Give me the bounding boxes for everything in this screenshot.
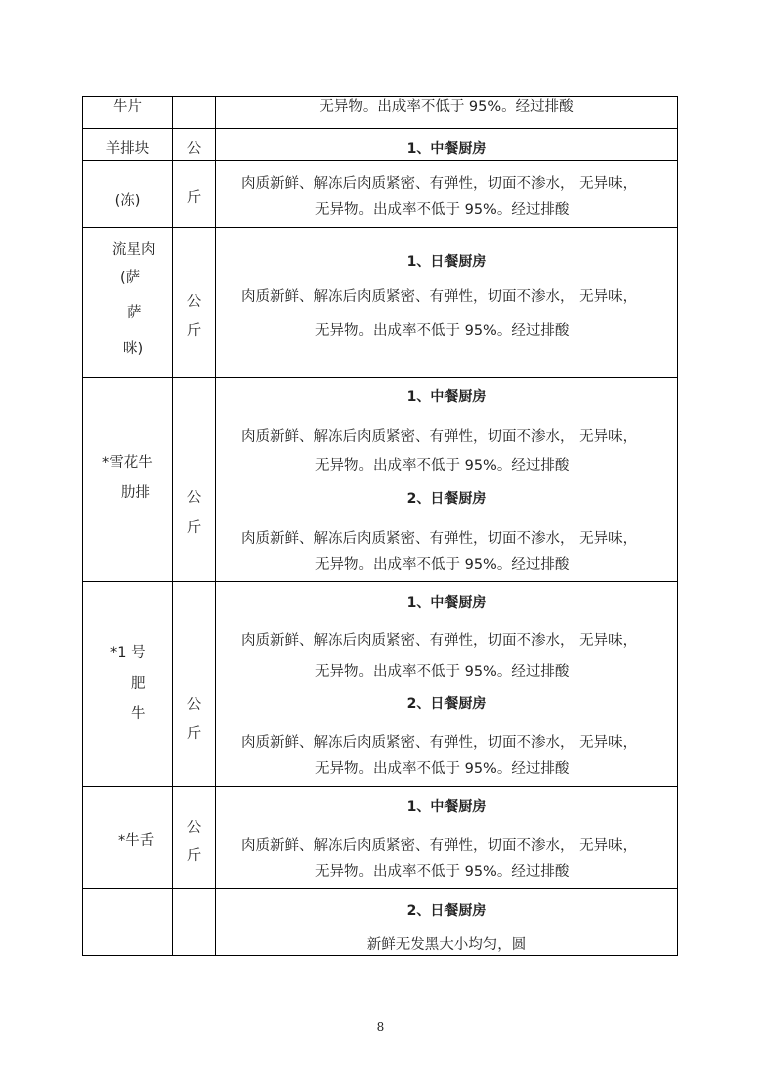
- kitchen-header: 1、中餐厨房: [406, 799, 487, 815]
- spec-text: 肉质新鲜、解冻后肉质紧密、有弹性，切面不渗水， 无异味，: [241, 735, 638, 751]
- item-name: (冻): [114, 193, 141, 209]
- item-name: *牛舌: [118, 833, 155, 849]
- kitchen-header: 2、日餐厨房: [406, 903, 487, 919]
- item-name: 萨: [127, 305, 142, 321]
- unit-text: 斤: [186, 848, 202, 864]
- item-name: 肥: [131, 676, 146, 692]
- kitchen-header: 2、日餐厨房: [406, 696, 487, 712]
- kitchen-header: 1、中餐厨房: [406, 141, 487, 157]
- spec-text: 无异物。出成率不低于 95%。经过排酸: [315, 664, 570, 680]
- item-name: 牛: [131, 706, 146, 722]
- spec-text: 无异物。出成率不低于 95%。经过排酸: [315, 202, 570, 218]
- unit-text: 公: [186, 294, 202, 310]
- spec-text: 肉质新鲜、解冻后肉质紧密、有弹性，切面不渗水， 无异味，: [241, 633, 638, 649]
- kitchen-header: 1、中餐厨房: [406, 389, 487, 405]
- item-name: (萨: [120, 270, 141, 286]
- table-border: [677, 96, 678, 956]
- item-name: 羊排块: [105, 141, 150, 157]
- item-name: 肋排: [121, 485, 150, 501]
- spec-text: 肉质新鲜、解冻后肉质紧密、有弹性，切面不渗水， 无异味，: [241, 289, 638, 305]
- spec-text: 无异物。出成率不低于 95%。经过排酸: [319, 99, 574, 115]
- kitchen-header: 1、中餐厨房: [406, 595, 487, 611]
- unit-text: 斤: [186, 520, 202, 536]
- unit-text: 公: [186, 141, 202, 157]
- spec-text: 无异物。出成率不低于 95%。经过排酸: [315, 761, 570, 777]
- table-border: [215, 96, 216, 956]
- item-name: 牛片: [113, 99, 142, 115]
- spec-text: 无异物。出成率不低于 95%。经过排酸: [315, 864, 570, 880]
- spec-text: 无异物。出成率不低于 95%。经过排酸: [315, 458, 570, 474]
- page-number: 8: [376, 1020, 385, 1034]
- unit-text: 斤: [186, 726, 202, 742]
- unit-text: 公: [186, 697, 202, 713]
- unit-text: 斤: [186, 323, 202, 339]
- spec-text: 肉质新鲜、解冻后肉质紧密、有弹性，切面不渗水， 无异味，: [241, 531, 638, 547]
- table-border: [82, 96, 83, 956]
- spec-text: 肉质新鲜、解冻后肉质紧密、有弹性，切面不渗水， 无异味，: [241, 838, 638, 854]
- item-name: *1 号: [110, 645, 146, 661]
- item-name: *雪花牛: [102, 455, 153, 471]
- spec-text: 新鲜无发黑大小均匀，圆: [366, 937, 527, 953]
- kitchen-header: 2、日餐厨房: [406, 491, 487, 507]
- item-name: 流星肉: [112, 242, 156, 258]
- spec-text: 肉质新鲜、解冻后肉质紧密、有弹性，切面不渗水， 无异味，: [241, 176, 638, 192]
- spec-text: 肉质新鲜、解冻后肉质紧密、有弹性，切面不渗水， 无异味，: [241, 429, 638, 445]
- unit-text: 公: [186, 820, 202, 836]
- item-name: 咪): [123, 341, 144, 357]
- kitchen-header: 1、日餐厨房: [406, 254, 487, 270]
- spec-text: 无异物。出成率不低于 95%。经过排酸: [315, 557, 570, 573]
- unit-text: 公: [186, 490, 202, 506]
- spec-text: 无异物。出成率不低于 95%。经过排酸: [315, 323, 570, 339]
- unit-text: 斤: [186, 190, 202, 206]
